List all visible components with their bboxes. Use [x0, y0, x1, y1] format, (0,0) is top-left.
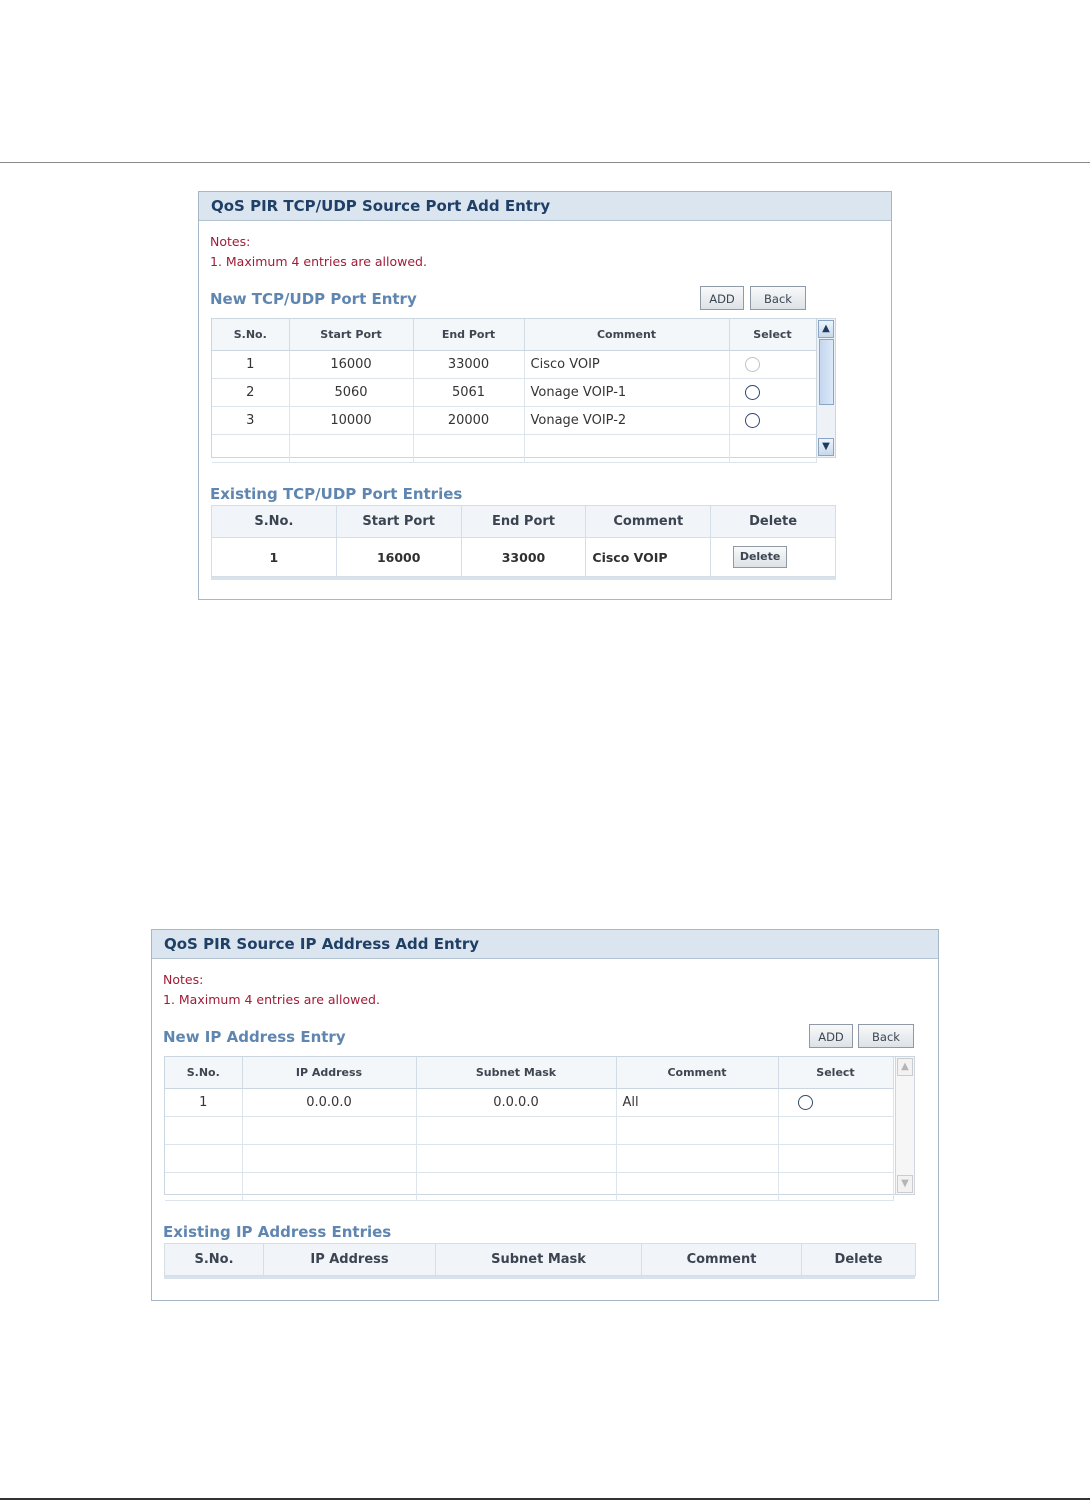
- table-header-row: [165, 1244, 916, 1276]
- new-port-table: [211, 318, 836, 458]
- chevron-up-icon[interactable]: ▲: [897, 1058, 913, 1076]
- cell-comment: Vonage VOIP-1: [524, 379, 729, 407]
- vertical-scrollbar[interactable]: [895, 1057, 914, 1194]
- table-row: [212, 538, 836, 577]
- back-button[interactable]: Back: [858, 1024, 914, 1048]
- column-header: End Port: [413, 319, 524, 351]
- cell-sno: 1: [212, 538, 337, 577]
- chevron-down-icon[interactable]: ▼: [818, 438, 834, 456]
- column-header: End Port: [461, 506, 586, 538]
- delete-button[interactable]: Delete: [733, 546, 788, 568]
- column-header: S.No.: [165, 1244, 264, 1276]
- cell-select: [729, 407, 816, 435]
- column-header: Comment: [616, 1057, 778, 1089]
- table-row[interactable]: [212, 379, 816, 407]
- cell-subnet-mask: 0.0.0.0: [416, 1089, 616, 1117]
- existing-ip-table: [164, 1243, 915, 1279]
- cell-end-port: 33000: [413, 351, 524, 379]
- cell-comment: Vonage VOIP-2: [524, 407, 729, 435]
- column-header: S.No.: [165, 1057, 242, 1089]
- cell-start-port: 16000: [289, 351, 413, 379]
- table-row[interactable]: [165, 1089, 893, 1117]
- cell-sno: 1: [212, 351, 289, 379]
- column-header: Delete: [711, 506, 836, 538]
- bottom-divider: [0, 1498, 1090, 1500]
- existing-port-table: [211, 505, 836, 580]
- cell-select: [729, 379, 816, 407]
- vertical-scrollbar[interactable]: [816, 319, 835, 457]
- chevron-up-icon[interactable]: ▲: [818, 320, 834, 338]
- column-header: Comment: [586, 506, 711, 538]
- top-divider: [0, 162, 1090, 163]
- table-row-empty: [165, 1173, 893, 1201]
- tcp-udp-port-panel: [198, 191, 892, 600]
- cell-start-port: 16000: [336, 538, 461, 577]
- notes: [163, 970, 380, 1010]
- existing-entries-title: Existing TCP/UDP Port Entries: [210, 485, 463, 503]
- table-header-row: [165, 1057, 893, 1089]
- cell-select: [778, 1089, 893, 1117]
- cell-end-port: 20000: [413, 407, 524, 435]
- cell-start-port: 5060: [289, 379, 413, 407]
- table-row[interactable]: [212, 407, 816, 435]
- cell-comment: All: [616, 1089, 778, 1117]
- cell-start-port: 10000: [289, 407, 413, 435]
- new-entry-title: New TCP/UDP Port Entry: [210, 290, 417, 308]
- back-button[interactable]: Back: [750, 286, 806, 310]
- column-header: Comment: [524, 319, 729, 351]
- column-header: Comment: [642, 1244, 802, 1276]
- notes-label: Notes:: [210, 234, 251, 249]
- add-button[interactable]: ADD: [700, 286, 744, 310]
- notes-label: Notes:: [163, 972, 204, 987]
- cell-sno: 2: [212, 379, 289, 407]
- new-entry-title: New IP Address Entry: [163, 1028, 346, 1046]
- panel-title: QoS PIR Source IP Address Add Entry: [152, 930, 938, 959]
- notes: [210, 232, 427, 272]
- cell-end-port: 33000: [461, 538, 586, 577]
- column-header: Select: [778, 1057, 893, 1089]
- column-header: Delete: [802, 1244, 916, 1276]
- table-row-empty: [212, 435, 816, 463]
- new-ip-table: [164, 1056, 915, 1195]
- scroll-thumb[interactable]: [819, 339, 834, 405]
- column-header: Subnet Mask: [436, 1244, 642, 1276]
- add-button[interactable]: ADD: [809, 1024, 853, 1048]
- cell-sno: 3: [212, 407, 289, 435]
- select-radio[interactable]: [745, 413, 760, 428]
- column-header: S.No.: [212, 506, 337, 538]
- cell-select: [729, 351, 816, 379]
- table-header-row: [212, 319, 816, 351]
- existing-entries-title: Existing IP Address Entries: [163, 1223, 392, 1241]
- table-row-empty: [165, 1145, 893, 1173]
- table-header-row: [212, 506, 836, 538]
- notes-line: 1. Maximum 4 entries are allowed.: [210, 254, 427, 269]
- select-radio: [745, 357, 760, 372]
- column-header: IP Address: [264, 1244, 436, 1276]
- cell-comment: Cisco VOIP: [524, 351, 729, 379]
- column-header: IP Address: [242, 1057, 416, 1089]
- column-header: Start Port: [289, 319, 413, 351]
- table-row[interactable]: [212, 351, 816, 379]
- cell-ip-address: 0.0.0.0: [242, 1089, 416, 1117]
- column-header: S.No.: [212, 319, 289, 351]
- select-radio[interactable]: [798, 1095, 813, 1110]
- column-header: Subnet Mask: [416, 1057, 616, 1089]
- panel-title: QoS PIR TCP/UDP Source Port Add Entry: [199, 192, 891, 221]
- select-radio[interactable]: [745, 385, 760, 400]
- ip-address-panel: [151, 929, 939, 1301]
- cell-sno: 1: [165, 1089, 242, 1117]
- cell-end-port: 5061: [413, 379, 524, 407]
- column-header: Start Port: [336, 506, 461, 538]
- cell-delete: [711, 538, 836, 577]
- cell-comment: Cisco VOIP: [586, 538, 711, 577]
- table-row-empty: [165, 1117, 893, 1145]
- notes-line: 1. Maximum 4 entries are allowed.: [163, 992, 380, 1007]
- column-header: Select: [729, 319, 816, 351]
- chevron-down-icon[interactable]: ▼: [897, 1175, 913, 1193]
